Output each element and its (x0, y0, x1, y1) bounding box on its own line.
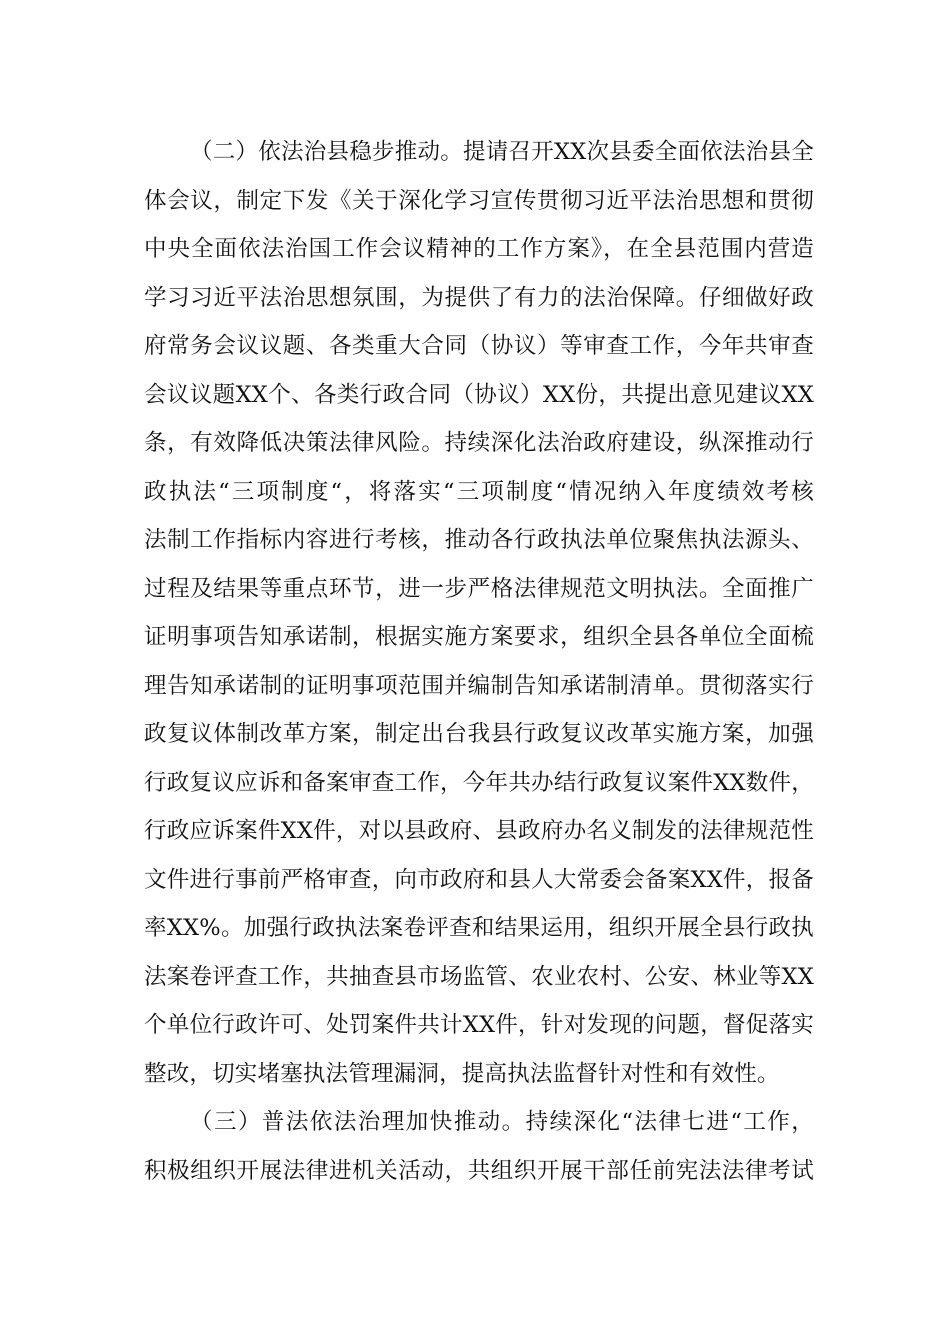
text-line: （二）依法治县稳步推动。提请召开XX次县委全面依法治县全 (190, 139, 814, 165)
text-line: 整改，切实堵塞执法管理漏洞，提高执法监督针对性和有效性。 (144, 1060, 780, 1087)
paragraph-3 (144, 1098, 814, 1195)
text-line: 率XX%。加强行政执法案卷评查和结果运用，组织开展全县行政执 (144, 915, 814, 941)
text-line: 法制工作指标内容进行考核，推动各行政执法单位聚焦执法源头、 (144, 527, 814, 553)
text-line: 府常务会议议题、各类重大合同（协议）等审查工作，今年共审查 (144, 333, 814, 359)
text-line: （三）普法依法治理加快推动。持续深化“法律七进“工作， (190, 1109, 814, 1135)
text-line: 行政应诉案件XX件，对以县政府、县政府办名义制发的法律规范性 (144, 818, 814, 844)
document-body (144, 128, 814, 1195)
text-line: 体会议，制定下发《关于深化学习宣传贯彻习近平法治思想和贯彻 (144, 187, 814, 214)
text-line: 政复议体制改革方案，制定出台我县行政复议改革实施方案，加强 (144, 721, 814, 747)
text-line: 法案卷评查工作，共抽查县市场监管、农业农村、公安、林业等XX (144, 963, 814, 990)
paragraph-2 (144, 128, 814, 1098)
text-line: 条，有效降低决策法律风险。持续深化法治政府建设，纵深推动行 (144, 430, 814, 456)
text-line: 过程及结果等重点环节，进一步严格法律规范文明执法。全面推广 (144, 575, 814, 602)
text-line: 政执法“三项制度“，将落实“三项制度“情况纳入年度绩效考核 (144, 478, 814, 505)
text-line: 中央全面依法治国工作会议精神的工作方案》，在全县范围内营造 (144, 236, 814, 262)
text-line: 会议议题XX个、各类行政合同（协议）XX份，共提出意见建议XX (144, 381, 814, 408)
text-line: 行政复议应诉和备案审查工作，今年共办结行政复议案件XX数件， (144, 769, 814, 796)
text-line: 学习习近平法治思想氛围，为提供了有力的法治保障。仔细做好政 (144, 284, 814, 311)
text-line: 文件进行事前严格审查，向市政府和县人大常委会备案XX件，报备 (144, 866, 814, 893)
text-line: 积极组织开展法律进机关活动，共组织开展干部任前宪法法律考试 (144, 1157, 814, 1184)
text-line: 个单位行政许可、处罚案件共计XX件，针对发现的问题，督促落实 (144, 1012, 814, 1038)
text-line: 理告知承诺制的证明事项范围并编制告知承诺制清单。贯彻落实行 (144, 672, 814, 699)
text-line: 证明事项告知承诺制，根据实施方案要求，组织全县各单位全面梳 (144, 624, 814, 650)
